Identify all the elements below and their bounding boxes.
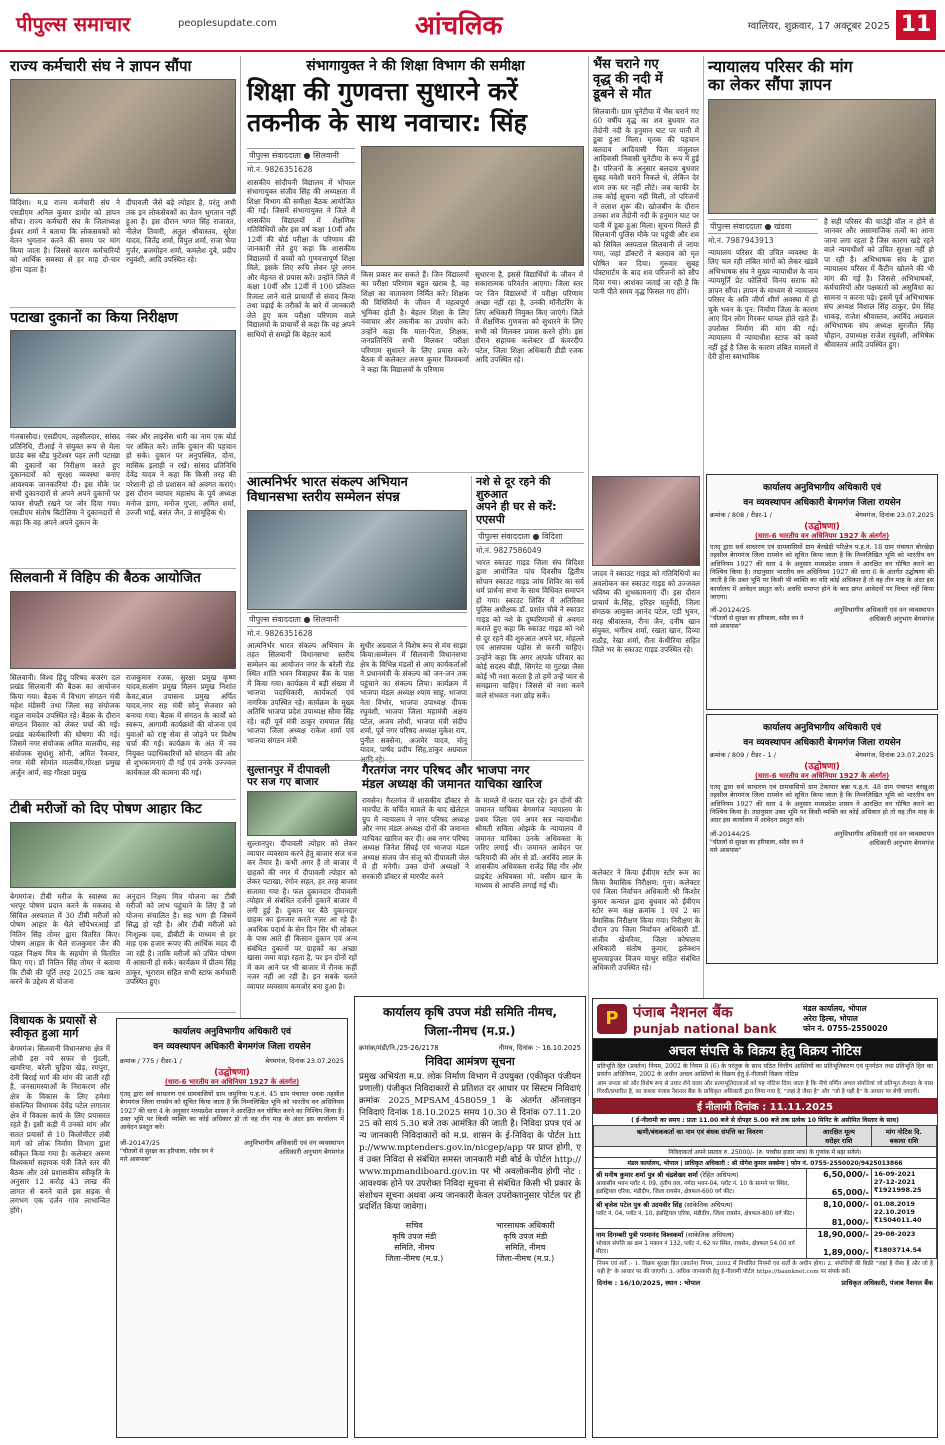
col1-article-tb	[10, 802, 236, 1009]
main-headline-1: शिक्षा की गुणवत्ता सुधारने करें	[247, 77, 518, 107]
article-body: सुधारना है, इससे विद्यार्थियों के जीवन में सकारात्मक परिवर्तन आएगा। जिला स्तर पर जिन विद्यालयों में परीक्षा परिणाम अच्छा नहीं रहा है, उनकी मॉनीटरिंग के लिए अधिकारी नियुक्त किए जाएंगे। जिले में शैक्षणिक गुणवत्ता को सुधारने के लिए सभी को मिलकर प्रयास करने होंगे। इस दौरान सहायक कलेक्टर डॉ कंवरदीप पटेल, जिला शिक्षा अधिकारी डीडी रजक आदि उपस्थित रहे।	[475, 269, 583, 365]
table-header: ऋणी/बंधककर्ता का नाम एवं बंधक संपत्ति का विवरण	[594, 1126, 807, 1147]
notice-slogan: "चीतलों से सुरक्षा का हरियाला, सदैव वन ने मारे आसपास"	[710, 615, 804, 631]
section-title: आंचलिक	[415, 11, 503, 41]
col1-article-road	[10, 1015, 110, 1440]
article-body: है सही परिसर की चाउंड्री वॉल न होने से जानवर और असामाजिक तत्वों का आना जाना लगा रहता है जिस कारण खड़े रहने वाले न्यायधीशों को उचित सुरक्षा नहीं हो पा रही है। अभिभाषक संघ के द्वारा न्यायालय परिसर में कैंटीन खोलने की भी मांग की गई है। जिससे अभिभाषकों, कर्मचारियों और पक्षकारों को असुविधा का सामना न करना पड़े। इसमें पूर्व अभिभाषक संघ अध्यक्ष विशाल सिंह ठाकुर, प्रेम सिंह धाकड़, राजेश श्रीवास्तव, अरविंद अग्रवाल अभिभाषक संघ अध्यक्ष सुरजीत सिंह चौहान, उपाध्यक्ष राजेश रघुवंशी, अभिषेक श्रीवास्तव आदि उपस्थित हुए।	[824, 216, 934, 350]
notice-title: कार्यालय अनुविभागीय अधिकारी एवं	[763, 723, 881, 733]
headline: नशे से दूर रहने की शुरुआत	[476, 475, 551, 501]
article-body: आत्मनिर्भर भारत संकल्प अभियान के तहत सिलवानी विधानसभा स्तरीय सम्मेलन का आयोजन नगर के बरेली रोड स्थित शांति भवन विवाहघर बैंक के पास में किया गया। कार्यक्रम में बड़ी संख्या में भाजपा पदाधिकारी, कार्यकर्ता एवं नागरिक उपस्थित रहे। कार्यक्रम के मुख्य अतिथि भाजपा प्रदेश उपाध्यक्ष सौमा सिंह रहे। वहीं पूर्व मंत्री ठाकुर रामपाल सिंह भाजपा जिला अध्यक्ष राकेश शर्मा एवं भाजपा संगठन मंत्री	[247, 640, 354, 745]
pnb-officer: प्राधिकृत अधिकारी, पंजाब नैशनल बैंक	[841, 1279, 933, 1288]
pnb-date-place: दिनांक : 16/10/2025, स्थान : भोपाल	[597, 1279, 701, 1288]
mobile: मो.नं. 9827586049	[476, 545, 542, 555]
photo	[247, 791, 357, 836]
mobile: मो.नं. 9826351628	[247, 164, 313, 174]
article-body: न्यायालय परिसर की उचित व्यवस्था के लिए चल रही लंबित मांगों को लेकर खंडवे अभिभाषक संघ ने मुख्य न्यायाधीश के नाम न्यायमूर्ति प्रेट फोलियो विनय सराफ को ज्ञापन सौंपा। ज्ञापन के माध्यम से न्यायालय परिसर के अति जीर्ण शीर्ण अवस्था में हो चुके भवन के पुन: निर्माण जिला के कारण आए दिन लोग गिरकर घायल होते रहते हैं। उपरोक्त निर्माण की मांग की गई। न्यायालय में न्यायाधीश स्टाफ को कमरे नहीं हुई है जिस के कारण लंबित मामलों में देरी होना स्वाभाविक	[708, 247, 818, 362]
brand-logo: पीपुल्स समाचार	[16, 12, 131, 36]
notice-slogan: "चीतलों से सुरक्षा का हरियाला, सदैव वन ने मारे आसपास"	[120, 1147, 214, 1163]
pnb-phone: फोन नं. 0755-2550020	[803, 1023, 888, 1033]
article-body: बेगमगंज। टीबी मरीज के स्वास्थ्य का भरपूर पोषण प्रदान करने के मकसद से सिविल अस्पताल में 30 टीबी मरीजों को पोषण आहार के थैले सौंपेभरआई डॉ नितिन सिंह तोमर द्वारा वितरित किए। पोषण आहार के थैले राजकुमार जैन की पहल निक्षय मित्र के सहयोग से वितरित किए गए। डॉ नितिन सिंह तोमर ने बताया कि टीबी की पूर्ति तरह 2025 तक खत्म करने के उद्देश्य से योजना	[10, 891, 120, 987]
col4-article-drowning	[593, 58, 699, 472]
notice-ref: क्रमांक / 808 / रीडर-1 /	[710, 511, 772, 519]
table-row: श्री मनीष कुमार शर्मा पुत्र श्री चंद्रशेखर शर्मा (रेहित अधिपत्य) आवासीय भवन प्लॉट नं. 09, तृतीय तल, नर्मदा भवन-04, प्लॉट नं. 10 के सामने पर स्थित, इंडस्ट्रियल एरिया, मंडीदीप, जिला रायसेन, क्षेत्रफल-600 वर्ग फीट। 6,50,000/- 65,000/- 16-09-2021 27-12-2021 ₹1921998.25	[594, 1169, 937, 1199]
notice-signatory: अनुविभागीय अधिकारी एवं वन व्यवस्थापन अधिकारी अनुभाग बेगमगंज	[833, 606, 934, 624]
headline: का लेकर सौंपा ज्ञापन	[708, 75, 832, 95]
forest-notice-2	[706, 714, 938, 964]
article-body: सुधीर अग्रवाल ने विशेष रूप से मंच साझा किया।सम्मेलन में सिलवानी विधानसभा क्षेत्र के विभिन्न मंडलों से आए कार्यकर्ताओं ने प्रधानमंत्री के संकल्प को जन-जन तक पहुंचाने का संकल्प लिया। कार्यक्रम में भाजपा मंडल अध्यक्ष श्याम साहू, भाजपा नेता विभोर, भाजपा उपाध्यक्ष दीपक रघुवंशी, भाजपा जिला महामंत्री अक्षय पटेल, अजय लोधी, भाजपा मंत्री संदीप शर्मा, पूर्व नगर परिषद अध्यक्ष मुकेश राय, पुनीत सक्सेना, अजमेर यादव, मोनू यादव, पार्षद प्रदीप सिंह,ठाकुर अग्रवाल	[360, 640, 467, 755]
article-body: सिलवानी। ग्राम चुनेटीया में भैंस चराने गए 60 वर्षीय वृद्ध का शव बुधवार रात तेंदोनी नदी के हनुमान घाट पर पानी में डूबा हुआ मिला। मृतक की पहचान बलदाव आदिवासी पिता मंजूलाल आदिवासी निवासी चुनेटीया के रूप में हुई है। परिजनों के अनुसार बलदाव बुधवार सुबह मवेशी चराने निकले थे, लेकिन देर शाम तक घर नहीं लौटे। जब काफी देर तक कोई सूचना नहीं मिली, तो परिजनों ने तलाश शुरू की। खोजबीन के दौरान उनका शव तेंदोनी नदी के हनुमान घाट पर पानी में डूबा हुआ मिला। सूचना मिलते ही सिलवानी पुलिस मौके पर पहुंची और शव को सिविल अस्पताल सिलवानी ले जाया गया, जहां डॉक्टरों ने बलदाव को मृत घोषित कर दिया। गुरुवार सुबह पोस्टमार्टम के बाद शव परिजनों को सौंप दिया गया। आशंका जताई जा रही है कि पानी पीते समय वृद्ध फिसल गए होंगे।	[593, 106, 699, 297]
article-body: कलेक्टर ने किया ईवीएम स्टोर रूम का किया त्रैमासिक निरीक्षण: गुना। कलेक्टर एवं जिला निर्वाचन अधिकारी श्री किशोर कुमार कन्याल द्वारा बुधवार को ईवीएम स्टोर रूम कक्ष क्रमांक 1 एवं 2 का त्रैमासिक निरीक्षण किया गया। निरीक्षण के दौरान उप जिला निर्वाचन अधिकारी डॉ. संजीव खेमरिया, जिला कोषालय अधिकारी संतोष कुमार, इलेक्शन सुपरवाइजर विजय माथुर सहित संबंधित अधिकारी उपस्थित रहे।	[592, 868, 700, 972]
mid-right-article-1	[476, 476, 584, 756]
notice-act: (धारा-6 भारतीय वन अधिनियम 1927 के अंतर्गत)	[164, 1078, 300, 1086]
notice-sub: (उद्घोषणा)	[804, 522, 840, 532]
notice-sub: (उद्घोषणा)	[214, 1068, 250, 1078]
photo	[10, 330, 236, 428]
main-story	[247, 58, 584, 468]
notice-act: (धारा-6 भारतीय वन अधिनियम 1927 के अंतर्गत)	[754, 532, 890, 540]
headline: टीबी मरीजों को दिए पोषण आहार किट	[10, 801, 202, 817]
headline: सिलवानी में विहिप की बैठक आयोजित	[10, 570, 201, 586]
notice-title: वन व्यवस्थापन अधिकारी बेगमगंज जिला रायसेन	[743, 498, 901, 508]
notice-ref: क्रमांक/मंडी/नि./25-26/2178	[359, 1044, 439, 1052]
col4-article-evm	[592, 868, 700, 992]
headline: न्यायालय परिसर की मांग	[708, 57, 853, 76]
headline: राज्य कर्मचारी संघ ने ज्ञापन सौंपा	[10, 57, 192, 75]
photo	[247, 510, 467, 610]
signatory-right: भारसाधक अधिकारी कृषि उपज मंडी समिति, नीमच जिला-नीमच (म.प्र.)	[495, 1221, 555, 1264]
pnb-office: अरेरा हिल्स, भोपाल	[803, 1013, 858, 1023]
signatory-left: सचिव कृषि उपज मंडी समिति, नीमच जिला-नीमच (म.प्र.)	[385, 1221, 444, 1264]
byline: पीपुल्स संवाददाता ● खंडवा	[708, 219, 818, 234]
pnb-header	[593, 999, 937, 1039]
dateline: ग्वालियर, शुक्रवार, 17 अक्टूबर 2025	[747, 21, 890, 32]
kicker: संभागायुक्त ने की शिक्षा विभाग की समीक्षा	[306, 58, 525, 74]
col1-article-union	[10, 58, 236, 304]
notice-body: प्रमुख अभियंता म.प्र. लोक निर्माण विभाग में उपयुक्त (एकीकृत पंजीयन प्रणाली) पंजीकृत निविदाकारों से प्रतिशत दर आधार पर सिस्टम निविदाएं क्रमांक 2025_MPSAM_458059_1 के अंतर्गत ऑनलाइन निविदाएं दिनांक 18.10.2025 समय 10.30 से दिनांक 07.11.2025 को सायं 5.30 बजे तक आमंत्रित की जाती है। निविदा प्रपत्र एवं अन्य जानकारी निविदाकारों को म.प्र. शासन के ई-निविदा के पोर्टल http://www.mptenders.gov.in/nicgep/app पर प्राप्त होगी, एवं उक्त निविदा से संबंधित समस्त जानकारी मंडी बोर्ड के पोर्टल http://www.mpmandiboard.gov.in पर भी अवलोकनीय होगी नोट : आवश्यक होने पर उपरोक्त निविदा सूचना से संबंधित किसी भी प्रकार के संशोधन सूचना अथवा अन्य जानकारी केवल उपरोक्तानुसार पोर्टल पर ही प्रदर्शित किया जावेगा।	[359, 1072, 581, 1213]
pnb-logo-icon: P	[597, 1004, 627, 1034]
article-body: सिलवानी। विश्व हिंदू परिषद बजरंग दल प्रखंड सिलवानी की बैठक का आयोजन किया गया। बैठक में विभाग संगठन मंत्री महेश मंडेसरी तथा जिला सह संयोजक राहुल नामदेव उपस्थित रहे। बैठक के दौरान संगठन विस्तार को लेकर चर्चा की गई। प्रखंड कार्यकारिणी की घोषणा की गई। जिसमें नगर संयोजक अमित मालवीय, सह संयोजक सुधांशु सोनी, अमित रैकवार, नगर मंत्री सोमांत मालवीय,गोरक्षा प्रमुख अर्जुन आर्य, सह गौरक्षा प्रमुख	[10, 672, 120, 777]
website[interactable]: peoplesupdate.com	[178, 18, 277, 29]
headline: विधानसभा स्तरीय सम्मेलन संपन्न	[247, 489, 400, 505]
notice-slogan: "चीतलों से सुरक्षा का हरियाला, सदैव वन ने मारे आसपास"	[710, 838, 804, 854]
headline: वृद्ध की नदी में	[593, 71, 663, 87]
pnb-property-table	[593, 1125, 937, 1259]
headline: अपने ही घर से करें: एएसपी	[476, 500, 557, 526]
pnb-intro: प्रतिभूति हित (प्रवर्तन) नियम, 2002 के नियम 8 (6) के परंतुक के साथ पठित वित्तीय आस्तियों का प्रतिभूतिकरण एवं पुनर्गठन तथा प्रतिभूति हित का प्रवर्तन अधिनियम, 2002 के अधीन अचल आस्तियों के विक्रय हेतु ई-नीलामी विक्रय नोटिस	[597, 1063, 933, 1079]
headline: पर सज गए बाजार	[247, 776, 319, 789]
headline: पटाखा दुकानों का किया निरीक्षण	[10, 310, 178, 326]
page-number: 11	[896, 10, 936, 40]
notice-date: बेगमगंज, दिनांक 23.07.2025	[265, 1057, 344, 1065]
table-row: श्री बृजेश पटेल पुत्र श्री उदयवीर सिंह (सांकेतिक अधिपत्य) प्लॉट नं. 04, प्लॉट नं. 10, इंडस्ट्रियल एरिया, मंडीदीप, जिला रायसेन, क्षेत्रफल-800 वर्ग फीट। 8,10,000/- 81,000/- 01.08.2019 22.10.2019 ₹1504011.40	[594, 1199, 937, 1229]
pnb-terms: नियम एवं शर्तें :- 1. विक्रय सुरक्षा हित (प्रवर्तन) नियम, 2002 में निर्धारित नियमों एवं शर्तों के अधीन होगा। 2. संपत्तियों की बिक्री "जहां है जैसा है और जो है यही है" के आधार पर की जाएगी। 3. अधिक जानकारी हेतु ई-नीलामी पोर्टल https://baanknet.com पर संपर्क करें।	[597, 1261, 933, 1275]
photo	[10, 79, 236, 194]
table-header: मांग नोटिस दि. बकाया राशि	[871, 1126, 936, 1147]
masthead	[0, 0, 945, 52]
notice-code: जी-20124/25	[710, 606, 750, 615]
forest-notice-1	[706, 474, 938, 710]
notice-title: कार्यालय कृषि उपज मंडी समिति नीमच,	[382, 1005, 558, 1019]
notice-title: कार्यालय अनुविभागीय अधिकारी एवं	[763, 483, 881, 493]
pnb-intro: आम जनता को और विशेष रूप से उधार लेने वाला और प्रत्याभूतिदाताओं को यह नोटिस दिया जाता है कि नीचे वर्णित अचल संपत्तियां जो प्रतिभूत लेनदार के पास गिरवी/प्रभारित है, का कब्जा पंजाब नैशनल बैंक के प्राधिकृत अधिकारी द्वारा लिया गया है, "जहां है जैसा है" और "जो है यही है" के आधार पर बेची जाएगी।	[597, 1081, 933, 1095]
article-body: के मामले में फरार चल रहे। इन दोनों की जमानत याचिका बेगमगंज न्यायालय के प्रथम जिला एवं अपर सत्र न्यायाधीश श्रीमती सविता ओझके के न्यायालय में जमानत याचिका उनके अधिवक्ता के जरिए लगाई थी। जमानत आवेदन पर फरियादी की ओर से डॉ. अरविंद लाल के शासकीय अधिवक्ता राजेंद्र सिंह गौर और प्राइवेट अधिवक्ता मो. वसीम खान के माध्यम से आपत्ति लगाई गई थी।	[475, 795, 582, 891]
photo	[10, 591, 236, 669]
headline: सुल्तानपुर में दीपावली	[247, 764, 330, 776]
article-body: विदिशा। म.प्र राज्य कर्मचारी संघ ने एसडीएम अनिल कुमार डामोर को ज्ञापन सौंपा। राज्य कर्मचारी संघ के जिलाध्यक्ष ईश्वर शर्मा ने बताया कि लोकसवकों को वेतन भुगतान करने की समय पर मांग किया जाता है। जिससे कारण कर्मचारियों को आर्थिक समस्या से हर माह दो-चार होना पड़ता है।	[10, 198, 120, 274]
col1-article-fireworks	[10, 310, 236, 565]
notice-code: जी-20144/25	[710, 829, 750, 838]
article-body: गंजबासौदा। एसडीएम, तहसीलदार, सांसद प्रतिनिधि, टीआई ने संयुक्त रूप से मेला ग्राउंड बस स्टैंड फुटेश्वर पहर लगी पटाखा की दुकानों का निरीक्षण करते हुए दुकानदारों को सुरक्षा व्यवस्था बनाए आवश्यक जानकारियां दी। इस मौके पर सभी दुकानदारों से अपने अपने दुकानों पर फायर सेफ्टी रखने पर जोर दिया गया। एसडीएम संतोष बिटोलिया ने दुकानदारों से कहा कि वह अपने अपने दुकान के	[10, 432, 120, 527]
pnb-emd-note: निविदाकर्ता अपने प्रस्ताव रु. 25000/- (रु. पच्चीस हजार मात्र) के गुणांक में बढ़ा सकेंगे।	[594, 1147, 937, 1158]
headline: विधायक के प्रयासों से स्वीकृत हुआ मार्ग	[10, 1014, 97, 1040]
mobile: मो.नं. 7987943913	[708, 235, 774, 245]
headline: आत्मनिर्भर भारत संकल्प अभियान	[247, 475, 408, 490]
table-row: नाम दिगम्बरी पुत्री परमानंद विश्वकर्मा (सांकेतिक अधिपत्य) भोपाल संपत्ति का क्रम 1 मकान नं 132, प्लॉट नं. 62 पर स्थित, रायसेन, क्षेत्रफल 54.00 वर्ग मीटर। 18,90,000/- 1,89,000/- 29-08-2023 ₹1803714.54	[594, 1229, 937, 1259]
col1-article-vhp	[10, 571, 236, 796]
notice-ref: क्रमांक / 775 / रीडर-1 /	[120, 1057, 182, 1065]
article-body: रायसेन। गैरतगंज में शासकीय डॉक्टर से मारपीट के चर्चित मामले के बाद खेलेटल ग्रुप में न्यायालय ने नगर परिषद अध्यक्ष और नगर मंडल अध्यक्ष दोनों की जमानत याचिका खारिज कर दी। अब नगर परिषद अध्यक्ष जिनेश सिंघई एवं भाजपा मंडल अध्यक्ष संजय जैन संजू को दीपावली जेल में ही मनेगी। उक्त दोनों अध्यक्षों ने सरकारी डॉक्टर से मारपीट करने	[362, 795, 469, 881]
notice-act: (धारा-6 भारतीय वन अधिनियम 1927 के अंतर्गत)	[754, 772, 890, 780]
article-body: जादव ने स्काउट गाइड को गतिविधियों का अवलोकन कर स्काउट गाइड को उज्जवल भविष्य की शुभकामनाएं दीं। इस दौरान प्राचार्य के.सिंह, हरिहर चतुर्वेदी, जिला संगठक आयुक्त आनंद पटेल, एडी भुवन, मरह श्रीवास्तव, रीना जैन, दनीष खान संयुक्त, भगीरथ शर्मा, रखता खान, दिव्या राठौड़, रेखा शर्मा, रीता केथीरिया सहित जिले भर के स्काउट गाइड उपस्थित रहे।	[592, 569, 700, 654]
article-body: दीपावली जैसे बड़े त्योहार है, परंतु अभी तक इन लोकसेवकों का वेतन भुगतान नहीं हुआ है। इस दौरान भगत सिंह राजावत, नीलेश तिवारी, अतुल श्रीवास्तव, सुरेश यादव, जितेंद्र शर्मा, विपुल शर्मा, राजा भैया गुर्जर, ब्रजमोहन शर्मा, कमलेश दुबे, प्रदीप रघुवंशी, आदि उपस्थित रहे।	[126, 198, 236, 265]
notice-date: बेगमगंज, दिनांक 23.07.2025	[855, 511, 934, 519]
headline: भैंस चराने गए	[593, 57, 659, 72]
notice-date: बेगमगंज, दिनांक 23.07.2025	[855, 751, 934, 759]
headline: गैरतगंज नगर परिषद और भाजपा नगर	[362, 763, 530, 777]
main-headline-2: तकनीक के साथ नवाचार: सिंह	[247, 107, 527, 137]
pnb-auction-time: ( ई-नीलामी का समय : प्रातः 11.00 बजे से दोपहर 5.00 बजे तक प्रत्येक 10 मिनिट के असीमित विस्तार के साथ)	[631, 1117, 899, 1125]
notice-body: एतद् द्वारा सर्व साधारण एवं ग्रामवासियों ग्राम जमुनिया प.ह.नं. 45 ग्राम पंचायत धनवा तहसील बेगमगंज जिला रायसेन को सूचित किया जाता है कि निम्नलिखित भूमि को भारतीय वन अधिनियम 1927 की धारा 4 के अनुसार मध्यप्रदेश शासन ने आरक्षित वन घोषित करने का निश्चिय किया है। उक्त भूमि पर किसी व्यक्ति का कोई अधिकार हो तो वह तीन माह के अंदर इस कार्यालय में आवेदन प्रस्तुत करे।	[120, 1090, 344, 1132]
byline: पीपुल्स संवाददाता ● विदिशा	[476, 529, 584, 544]
notice-title: कार्यालय अनुविभागीय अधिकारी एवं	[173, 1027, 291, 1037]
pnb-office: मंडल कार्यालय, भोपाल	[803, 1003, 867, 1013]
byline: पीपुल्स संवाददाता ● सिलवानी	[247, 148, 355, 163]
pnb-name-en: punjab national bank	[633, 1021, 777, 1036]
article-body: भारत स्काउट गाइड जिला संघ विदिशा द्वारा आयोजित पांच दिवसीय द्वितीय सोपान स्काउट गाइड जांच शिविर का सर्व धर्म प्रार्थना सभा के साथ विधिवत समापन हो गया। स्काउट शिविर में अतिरिक्त पुलिस अधीक्षक डॉ. प्रशांत चौबे ने स्काउट गाइड को नशे के दुष्परिणामों से अवगत कराते हुए कहा कि स्काउट गाइड को नशे से दूर रहने की शुरुआत अपने घर, मोहल्ले एवं आसपास पड़ोस से करनी चाहिए। उन्होंने कहा कि अगर आपके परिवार का कोई सदस्य बीड़ी, सिगरेट या गुटखा जैसा कोई भी नशा करता है तो हमें उन्हें प्यार से समझाना चाहिए। जिससे वो नशा करने वाले संभवतः नशा छोड़ सकें।	[476, 557, 584, 700]
pnb-auction-date: ई नीलामी दिनांक : 11.11.2025	[593, 1098, 937, 1114]
mandi-tender-notice	[354, 996, 586, 1438]
mid-right-article-1-photo-col	[592, 476, 700, 756]
article-body: सुल्तानपुर। दीपावली त्योहार को लेकर व्यापार व्यवसाय करने हेतु बाजार सज धज कर तैयार है। कभी अगर है तो बाजार में ग्राहकों की नगर में दीपावली त्योहार को लेकर पटाखा, रंगोन सहत, हर तरह बाजार सजाया गया है। फल दुकानदार दीपावली त्योहार से संबंधित दर्जनों दुकानें बाजार में लगी हुई है। दुकान पर बैठे दुकानदार ग्राहक का इंतजार करते नज़र आ रहे हैं। अवधिक पदार्थ के सेन दिन सिर भी लोकल के पास आते ही किसान दुकान एवं अन्य संबंधित दुकानों पर ग्राहकों का अच्छा खासा जमा वाड़ा रहता है, पर इन दोनों रहों में कम आने पर भी बाजार में रौनक कहीं नजर नहीं आ रही है। इन सबके चलते व्यापार व्यवसाय कमजोर बना हुआ है।	[247, 839, 357, 991]
article-body: अनुदान निक्षय मित्र योजना का टीबी मरीजों को लाभ पहुंचाने के लिए है जो योजना संचालित है। सह भाग ही जिसमें सिद्ध हो रही है। और टीबी मरीजों को निःशुल्क दवा, डीबीटी के माध्यम से हर माह एक हजार रूपए की आर्थिक मदद दी जा रही है। ताकि मरीजों को उचित पोषण में आसानी हो सके। कार्यक्रम में प्रीतम सिंह ठाकुर, भूराराम सहित सभी स्टाफ कर्मचारी उपस्थित हुए।	[126, 891, 236, 987]
notice-date: नीमच, दिनांक :- 16.10.2025	[498, 1044, 581, 1052]
article-body: शासकीय सांदीपनी विद्यालय में भोपाल संभागायुक्त संजीव सिंह की अध्यक्षता में शिक्षा विभाग की समीक्षा बैठक आयोजित की गई। जिसमें संभागायुक्त ने जिले में शासकीय विद्यालयों में शैक्षणिक गतिविधियों और इस वर्ष कक्षा 10वीं और 12वीं की बोर्ड परीक्षा के परिणाम की जानकारी लेते हुए कहा कि शासकीय विद्यालयों में बच्चों को गुणवत्तापूर्ण शिक्षा मिले, इसके लिए रूचि लेकर पूरे लगन और मेहनत से प्रयास करें। उन्होंने जिले में कक्षा 10वीं और 12वीं में 100 प्रतिशत रिजल्ट लाने वाले प्राचार्यों से संवाद किया तथा पढ़ाई के तरीकों के बारे में जानकारी लेते हुए कम परीक्षा परिणाम वाले विद्यालयों के प्राचार्यों से कहा कि वह अपने साथियों से समझें कि बेहतर कार्य	[247, 177, 355, 339]
forest-notice-3	[116, 1018, 348, 1438]
notice-title: वन व्यवस्थापन अधिकारी बेगमगंज जिला रायसेन	[153, 1042, 311, 1052]
notice-signatory: अनुविभागीय अधिकारी एवं वन व्यवस्थापन अधिकारी अनुभाग बेगमगंज	[833, 829, 934, 847]
pnb-name-hi: पंजाब नैशनल बैंक	[633, 1002, 733, 1021]
notice-signatory: अनुविभागीय अधिकारी एवं वन व्यवस्थापन अधिकारी अनुभाग बेगमगंज	[243, 1138, 344, 1156]
mid-left-article-1	[247, 476, 467, 756]
notice-ref: क्रमांक / 809 / रीडर - 1 /	[710, 751, 776, 759]
article-body: किस प्रकार कर सकते हैं। जिन विद्यालयों का परीक्षा परिणाम बहुत खराब है, वह शिक्षा का वातावरण निर्मित करें। शिक्षक की विधिवियों के जीवन में महत्वपूर्ण भूमिका होती है। बेहतर शिक्षा के लिए नवाचार और तकनीक का उपयोग करें। उन्होंने कहा कि माता-पिता, शिक्षक, जनप्रतिनिधि सभी मिलकर परीक्षा परिणाम सुधारने के लिए प्रयास करें। बैठक में कलेक्टर अरुण कुमार विश्वकर्मा ने कहा कि विद्यालयों के परिणाम	[361, 269, 469, 374]
notice-body: एतद् द्वारा सर्व साधारण एवं ग्रामवासियों ग्राम टेकापार बन्ना प.ह.नं. 48 ग्राम पंचायत बरखुआ तहसील बेगमगंज जिला रायसेन को सूचित किया जाता है कि निम्नलिखित भूमि को भारतीय वन अधिनियम 1927 की धारा 4 के अनुसार मध्यप्रदेश शासन ने आरक्षित वन घोषित करने का निश्चिय किया है। तदानुसार उक्त भूमि पर किसी व्यक्ति का कोई अधिकार हो तो वह तीन माह के अंदर इस कार्यालय में आवेदन प्रस्तुत करे।	[710, 783, 934, 825]
mid-left-article-2	[247, 764, 357, 992]
notice-sub: (उद्घोषणा)	[804, 762, 840, 772]
notice-body: एतद् द्वारा सर्व साधारण एवं ग्रामवासियों ग्राम बेरखेड़ी परिक्षेत्र प.ह.नं. 18 ग्राम पंचायत बोरखेड़ा तहसील बेगमगंज जिला रायसेन को सूचित किया जाता है कि निम्नलिखित भूमि को भारतीय वन अधिनियम 1927 की धारा 4 के अनुसार मध्यप्रदेश शासन ने आरक्षित वन घोषित करने का निश्चिय किया है। तदानुसार भारतीय वन अधिनियम 1927 की धारा 6 के अंतर्गत उद्घोषणा की जाती है कि उक्त भूमि पर किसी भी व्यक्ति का यदि कोई अधिकार है तो वह तीन माह के अंदर इस कार्यालय में आवेदन प्रस्तुत करे। अवधि समाप्त होने के बाद प्राप्त आवेदनों पर विचार नहीं किया जाएगा।	[710, 543, 934, 601]
photo	[10, 822, 236, 888]
notice-sub: निविदा आमंत्रण सूचना	[425, 1055, 515, 1068]
article-body: राजकुमार रजक, सुरक्षा प्रमुख कृष्ण यादव,सत्संग प्रमुख मिलन प्रमुख निशांत केवट,बाल उपासना प्रमुख अर्पित यादव,नगर सह मंत्री सोनू सेजवार को बनाया गया। बैठक में संगठन के कार्यों को स्वरूप, आगामी कार्यक्रमों की योजना एवं युवाओं को राष्ट्र सेवा से जोड़ने पर विशेष चर्चा की गई। कार्यक्रम के अंत में नव नियुक्त पदाधिकारियों को संगठन की ओर से शुभकामनाएं दी गईं एवं उनके उज्ज्वल कार्यकाल की कामना की गई।	[126, 672, 236, 777]
photo	[708, 99, 936, 214]
article-body: बेगमगंज। सिलवानी विधानसभा क्षेत्र में लोधी इस नये सफर से गुंदली, खमरिया, बरेली चुड़िया खेड़, रमपुरा, देनी बिराई मार्ग की मांग की जाती रही है, जनसामस्याओं के निराकरण और क्षेत्र के विकास के लिए हमेशा संकल्पित विधायक देवेंद्र पटेल लगातार क्षेत्र में विकास कार्य के लिए प्रयासरत रहते हैं। इसी कड़ी में उनको मांग और सतत प्रयासों से 10 किलोमीटर लंबी मार्ग को लोक निर्माण विभाग द्वारा स्वीकृत किया गया है। कलेक्टर अरुण विश्वकर्मा सहायक यंत्री जिले स्तर की बैठक और उसे प्रशासकीय स्वीकृति के अनुसार 12 करोड़ 43 लाख की लागत से बनने वाले इस सड़क से लगभग एक दर्जन गांव लाभान्वित होंगे।	[10, 1044, 110, 1215]
photo	[592, 476, 700, 566]
notice-title: जिला-नीमच (म.प्र.)	[424, 1024, 516, 1038]
pnb-title: अचल संपत्ति के विक्रय हेतु विक्रय नोटिस	[593, 1039, 937, 1061]
article-body: नंबर और लाइसेंस धारी का नाम एक बोर्ड पर अंकित करें। ताकि दुकान की पहचान हो सके। दुकान पर अनुपस्थित, दोना, मासिक इलाही न रखें। सांसद प्रतिनिधि देवेंद्र यादव ने कहा कि किसी तरह की परेशानी हो तो प्रशासन को अवगत कराएं। इस दौरान व्यापार महासंघ के पूर्व अध्यक्ष मनोज डागा, मनोज गुप्ता, अमित शर्मा, उज्जी भाई, बसंत जैन, उं सामूहिक थे।	[126, 432, 236, 518]
pnb-branch-line: मंडल कार्यालय, भोपाल | प्राधिकृत अधिकारी : श्री योगेश कुमार सक्सेना | फोन नं. 0755-2550020/9425013866	[594, 1158, 937, 1169]
notice-title: वन व्यवस्थापन अधिकारी बेगमगंज जिला रायसेन	[743, 738, 901, 748]
col5-article-court	[708, 58, 936, 468]
table-header: आरक्षित मूल्य धरोहर राशि	[806, 1126, 871, 1147]
mobile: मो.नं. 9826351628	[247, 628, 313, 638]
mid-right-article-2	[362, 764, 584, 992]
byline: पीपुल्स संवाददाता ● सिलवानी	[247, 612, 467, 627]
notice-code: जी-20147/25	[120, 1138, 160, 1147]
headline: मंडल अध्यक्ष की जमानत याचिका खारिज	[362, 776, 542, 791]
main-photo	[361, 146, 584, 266]
headline: डूबने से मौत	[593, 86, 651, 102]
pnb-sale-notice	[592, 998, 938, 1438]
